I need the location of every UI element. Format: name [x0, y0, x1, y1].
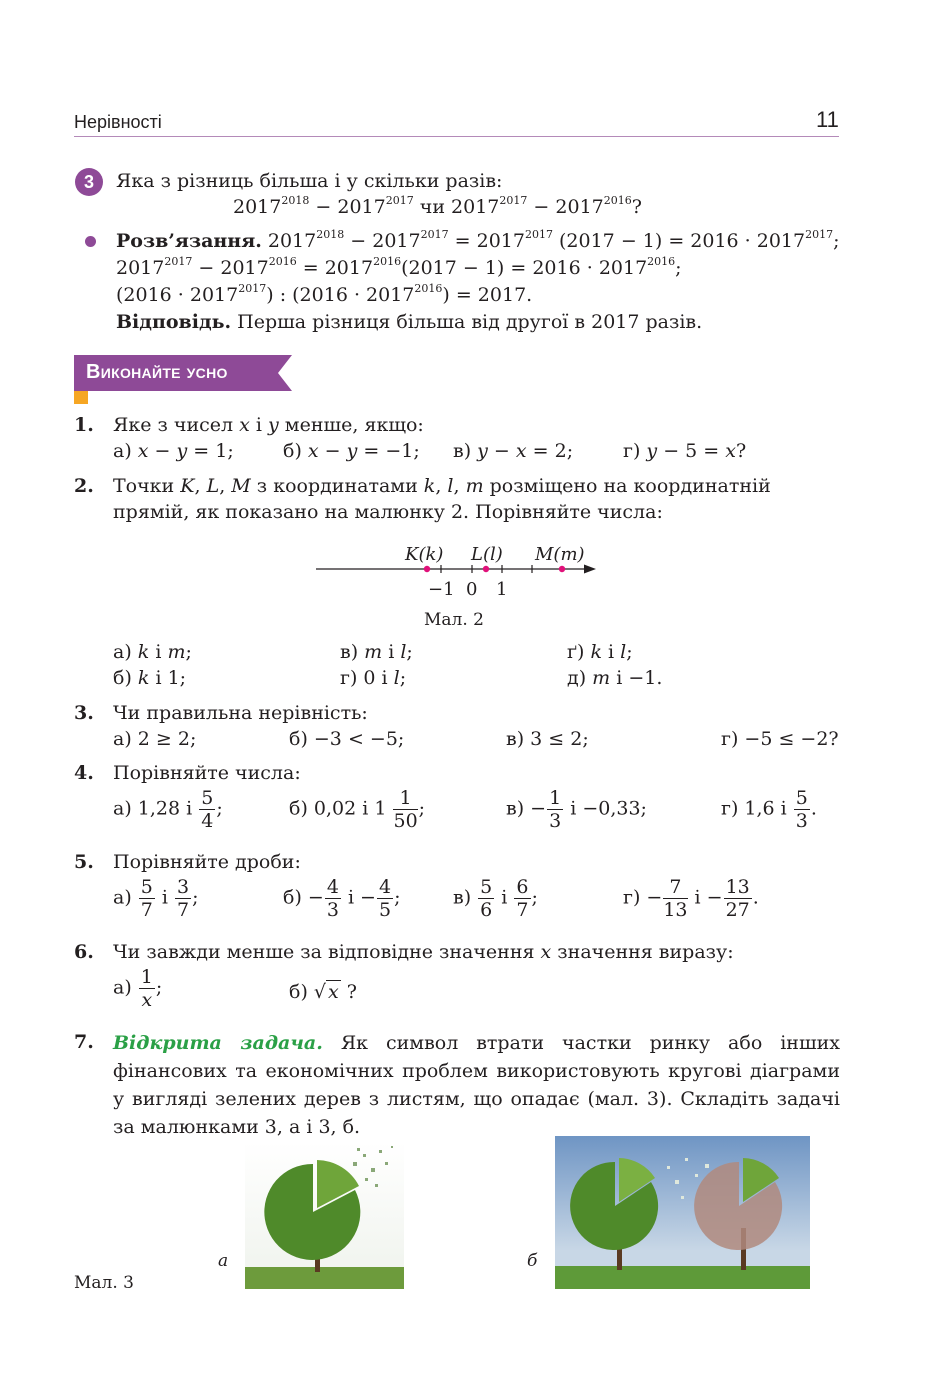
task-2-v: в) m і l;: [340, 641, 413, 663]
task-5-text: Порівняйте дроби:: [113, 851, 301, 873]
task-2-a: а) k і m;: [113, 641, 192, 663]
task-6-text: Чи завжди менше за відповідне значення x значення виразу:: [113, 941, 734, 963]
example-question: Яка з різниць більша і у скільки разів:: [116, 170, 503, 192]
task-2-number: 2.: [74, 475, 94, 497]
tree-chart-image-a: [245, 1142, 404, 1289]
number-line: [310, 560, 600, 580]
task-5-v: в) $\frac{5}{6}$ і $\frac{6}{7}$ ;: [453, 876, 538, 921]
tick-0: 0: [466, 579, 478, 600]
tree-chart-image-b: [555, 1136, 810, 1289]
task-5-a: а) $\frac{5}{7}$ і $\frac{3}{7}$ ;: [113, 876, 199, 921]
task-1-number: 1.: [74, 414, 94, 436]
task-1-v: в) y − x = 2;: [453, 440, 574, 462]
solution-line-1: Розв’язання. $2017^{2018} - 2017^{2017} = 2017^{2017}$ $(2017 - 1) = 2016 \cdot 2017^{2017}$;: [116, 228, 840, 252]
fig3-label-a: а: [218, 1251, 229, 1271]
solution-line-3: $(2016 \cdot 2017^{2017})$ : $(2016 \cdot 2017^{2016}) = 2017$.: [116, 282, 533, 306]
solution-label: Розв’язання.: [116, 230, 262, 252]
page-number: 11: [816, 107, 839, 132]
task-2-text-1: Точки K, L, M з координатами k, l, m розміщено на координатній: [113, 475, 771, 497]
task-4-v: в) − $\frac{1}{3}$ і −0,33;: [506, 787, 647, 832]
task-3-b: б) −3 < −5;: [289, 728, 405, 750]
solution-bullet: [85, 236, 96, 247]
task-5-b: б) − $\frac{4}{3}$ і − $\frac{4}{5}$ ;: [283, 876, 401, 921]
answer-text: Перша різниця більша від другої в 2017 разів.: [237, 311, 703, 333]
task-2-d: д) m і −1.: [567, 667, 663, 689]
tick-minus1: −1: [428, 579, 455, 600]
task-1-text: Яке з чисел x і y менше, якщо:: [113, 414, 424, 436]
task-3-text: Чи правильна нерівність:: [113, 702, 368, 724]
fig2-caption: Мал. 2: [424, 610, 484, 630]
example-badge: 3: [75, 168, 103, 196]
task-7-text: [113, 1029, 840, 1141]
task-6-number: 6.: [74, 941, 94, 963]
task-5-number: 5.: [74, 851, 94, 873]
tick-1: 1: [496, 579, 508, 600]
point-L: [483, 566, 489, 572]
example-expression: $2017^{2018} - 2017^{2017}$ чи $2017^{2017} - 2017^{2016}$?: [233, 194, 642, 218]
task-6-a: а) $\frac{1}{x}$ ;: [113, 966, 163, 1011]
label-K: K(k): [405, 544, 444, 565]
label-L: L(l): [471, 544, 503, 565]
task-1-g: г) y − 5 = x?: [623, 440, 747, 462]
running-header: Нерівності: [74, 112, 162, 132]
open-task-label: Відкрита задача.: [113, 1032, 323, 1054]
point-K: [424, 566, 430, 572]
task-4-b: б) 0,02 і 1 $\frac{1}{50}$ ;: [289, 787, 426, 832]
banner-title: Виконайте усно: [86, 361, 228, 383]
label-M: M(m): [535, 544, 585, 565]
fig3-caption: Мал. 3: [74, 1273, 134, 1293]
task-4-g: г) 1,6 і $\frac{5}{3}$ .: [721, 787, 817, 832]
task-3-number: 3.: [74, 702, 94, 724]
fig3-label-b: б: [527, 1251, 538, 1271]
task-3-g: г) −5 ≤ −2?: [721, 728, 839, 750]
task-2-g: ґ) k і l;: [567, 641, 633, 663]
answer-label: Відповідь.: [116, 311, 232, 333]
task-3-v: в) 3 ≤ 2;: [506, 728, 589, 750]
task-5-g: г) − $\frac{7}{13}$ і − $\frac{13}{27}$ .: [623, 876, 759, 921]
task-2-text-2: прямій, як показано на малюнку 2. Порівняйте числа:: [113, 501, 663, 523]
task-4-text: Порівняйте числа:: [113, 762, 301, 784]
task-1-b: б) x − y = −1;: [283, 440, 420, 462]
answer-line: [116, 309, 702, 335]
task-7-number: 7.: [74, 1031, 94, 1053]
solution-line-2: $2017^{2017} - 2017^{2016} = 2017^{2016}(2017 - 1) = 2016 \cdot 2017^{2016}$;: [116, 255, 682, 279]
header-rule: [74, 136, 839, 137]
task-1-a: а) x − y = 1;: [113, 440, 234, 462]
task-2-g2: г) 0 і l;: [340, 667, 407, 689]
task-7-body: Як символ втрати частки ринку або інших фінансових та економічних проблем використовують кругові діаграми у вигляді зелених дерев з листям, що опадає (мал. 3). Складіть задачі за малюнками 3, а і 3, б.: [113, 1032, 840, 1138]
point-M: [559, 566, 565, 572]
task-6-b: б) √ x ?: [289, 981, 357, 1003]
task-3-a: а) 2 ≥ 2;: [113, 728, 197, 750]
task-2-b: б) k і 1;: [113, 667, 187, 689]
task-4-number: 4.: [74, 762, 94, 784]
task-4-a: а) 1,28 і $\frac{5}{4}$ ;: [113, 787, 223, 832]
